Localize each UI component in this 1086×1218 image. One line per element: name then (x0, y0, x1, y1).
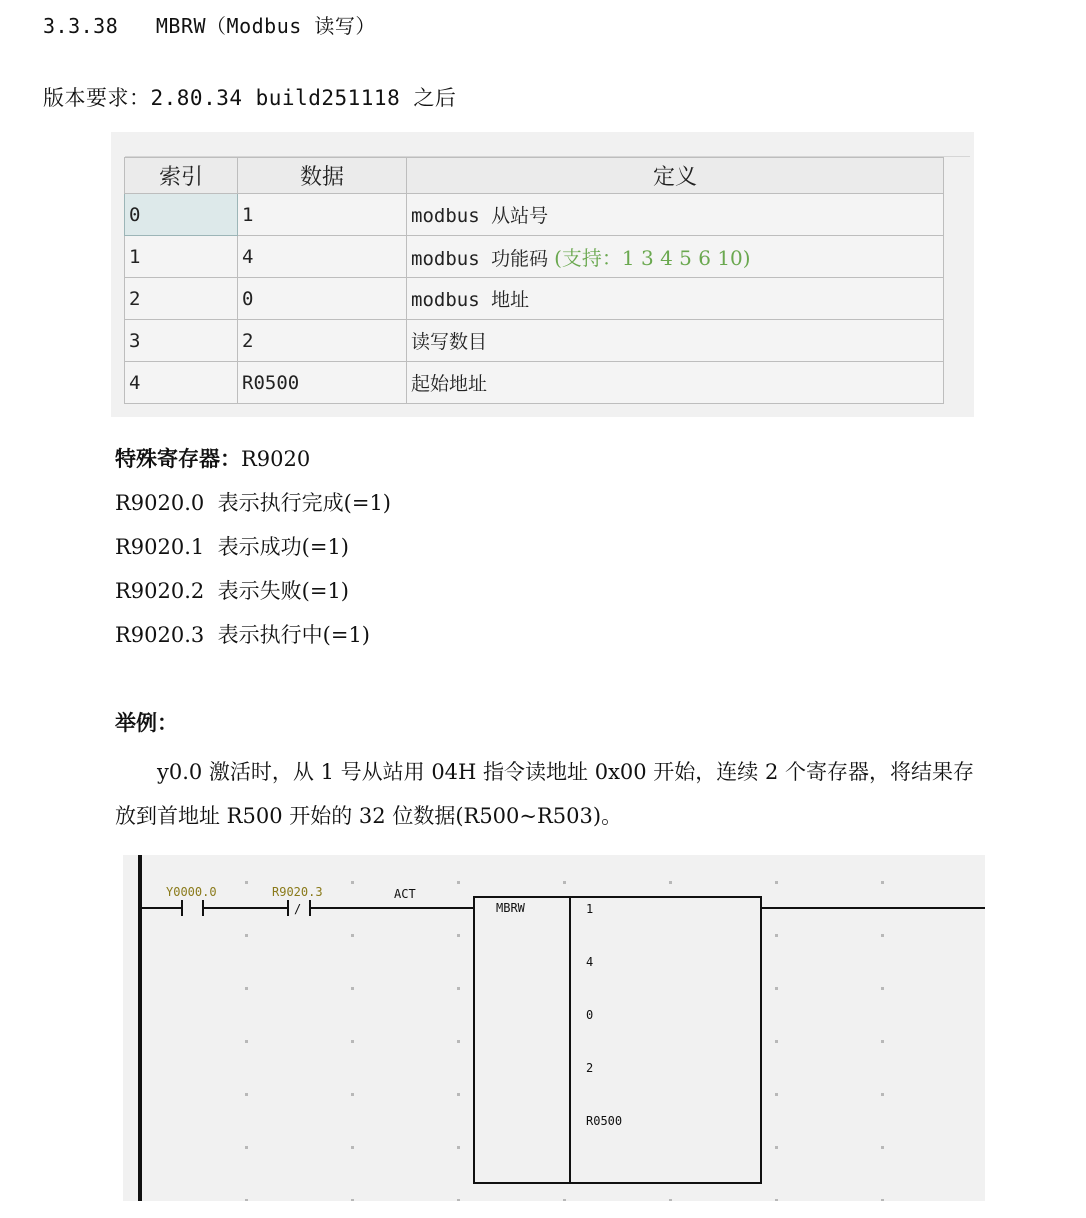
grid-dot (457, 1040, 460, 1043)
grid-dot (351, 1146, 354, 1149)
grid-dot (245, 934, 248, 937)
special-register-line (115, 443, 310, 473)
grid-dot (775, 1040, 778, 1043)
grid-dot (457, 1093, 460, 1096)
definition-text: modbus 功能码 (411, 248, 549, 270)
grid-dot (775, 881, 778, 884)
grid-dot (457, 1146, 460, 1149)
definition-text: 读写数目 (411, 331, 488, 353)
bit-line (115, 487, 391, 517)
grid-dot (351, 934, 354, 937)
grid-dot (669, 881, 672, 884)
grid-dot (245, 1199, 248, 1201)
grid-dot (457, 1199, 460, 1201)
contact2-slash: / (294, 902, 302, 916)
bit-line (115, 531, 349, 561)
cell-data[interactable]: 4 (238, 236, 407, 278)
mbrw-param: 1 (586, 902, 594, 916)
contact1-label: Y0000.0 (166, 885, 217, 899)
cell-data[interactable]: 1 (238, 194, 407, 236)
cell-definition[interactable] (407, 194, 944, 236)
bit-name: R9020.3 (115, 623, 205, 647)
grid-dot (563, 1199, 566, 1201)
grid-dot (245, 1040, 248, 1043)
cell-data[interactable]: 2 (238, 320, 407, 362)
contact2-label: R9020.3 (272, 885, 323, 899)
header-index: 索引 (125, 158, 238, 194)
definition-note: (支持：1 3 4 5 6 10) (554, 246, 751, 270)
parameter-table (124, 157, 944, 404)
grid-dot (881, 934, 884, 937)
grid-dot (245, 987, 248, 990)
cell-index[interactable]: 3 (125, 320, 238, 362)
grid-dot (351, 1040, 354, 1043)
example-text: y0.0 激活时，从 1 号从站用 04H 指令读地址 0x00 开始，连续 2 个寄存器，将结果存放到首地址 R500 开始的 32 位数据(R500~R503)。 (115, 760, 975, 828)
cell-definition[interactable] (407, 236, 944, 278)
grid-dot (245, 1093, 248, 1096)
cell-index[interactable]: 0 (125, 194, 238, 236)
grid-dot (457, 881, 460, 884)
power-rail (138, 855, 142, 1201)
bit-desc: 表示执行中(=1) (217, 623, 370, 647)
parameter-table-panel (111, 132, 974, 417)
cell-definition[interactable] (407, 320, 944, 362)
mbrw-name: MBRW (496, 901, 525, 915)
grid-dot (881, 987, 884, 990)
grid-dot (775, 1199, 778, 1201)
table-row[interactable] (125, 194, 944, 236)
ladder-svg (123, 855, 985, 1201)
section-title: 3.3.38 MBRW（Modbus 读写） (43, 14, 376, 38)
bit-name: R9020.2 (115, 579, 205, 603)
grid-dot (881, 881, 884, 884)
grid-dot (351, 1093, 354, 1096)
definition-text: modbus 地址 (411, 289, 530, 311)
bit-name: R9020.1 (115, 535, 205, 559)
table-row[interactable] (125, 320, 944, 362)
ladder-diagram (123, 855, 985, 1201)
cell-index[interactable]: 4 (125, 362, 238, 404)
grid-dot (775, 1093, 778, 1096)
grid-dot (457, 987, 460, 990)
mbrw-param: 0 (586, 1008, 594, 1022)
cell-data[interactable]: 0 (238, 278, 407, 320)
bit-name: R9020.0 (115, 491, 205, 515)
table-row[interactable] (125, 278, 944, 320)
cell-index[interactable]: 2 (125, 278, 238, 320)
bit-desc: 表示执行完成(=1) (217, 491, 391, 515)
definition-text: modbus 从站号 (411, 205, 549, 227)
bit-line (115, 575, 349, 605)
table-row[interactable] (125, 362, 944, 404)
grid-dot (881, 1040, 884, 1043)
grid-dot (563, 881, 566, 884)
grid-dot (775, 1146, 778, 1149)
grid-dot (775, 934, 778, 937)
grid-dot (669, 1199, 672, 1201)
example-heading: 举例： (115, 710, 178, 735)
cell-index[interactable]: 1 (125, 236, 238, 278)
grid-dot (881, 1146, 884, 1149)
cell-definition[interactable] (407, 362, 944, 404)
grid-dot (457, 934, 460, 937)
grid-dot (775, 987, 778, 990)
bit-desc: 表示失败(=1) (217, 579, 349, 603)
grid-dot (351, 1199, 354, 1201)
mbrw-param: R0500 (586, 1114, 623, 1128)
special-register-value: R9020 (241, 447, 311, 471)
table-row[interactable] (125, 236, 944, 278)
version-requirement: 版本要求：2.80.34 build251118 之后 (43, 86, 457, 110)
grid-dot (245, 881, 248, 884)
table-header-row (125, 158, 944, 194)
cell-definition[interactable] (407, 278, 944, 320)
act-label: ACT (394, 887, 416, 901)
grid-dot (351, 881, 354, 884)
grid-dot (881, 1093, 884, 1096)
definition-text: 起始地址 (411, 373, 488, 395)
bit-desc: 表示成功(=1) (217, 535, 349, 559)
grid-dot (351, 987, 354, 990)
bit-line (115, 619, 370, 649)
mbrw-param: 2 (586, 1061, 594, 1075)
mbrw-param: 4 (586, 955, 594, 969)
example-text-block (115, 750, 985, 838)
grid-dot (245, 1146, 248, 1149)
grid-dot (881, 1199, 884, 1201)
cell-data[interactable]: R0500 (238, 362, 407, 404)
header-definition: 定义 (407, 158, 944, 194)
special-register-label: 特殊寄存器： (115, 446, 241, 471)
header-data: 数据 (238, 158, 407, 194)
mbrw-block (474, 897, 761, 1183)
